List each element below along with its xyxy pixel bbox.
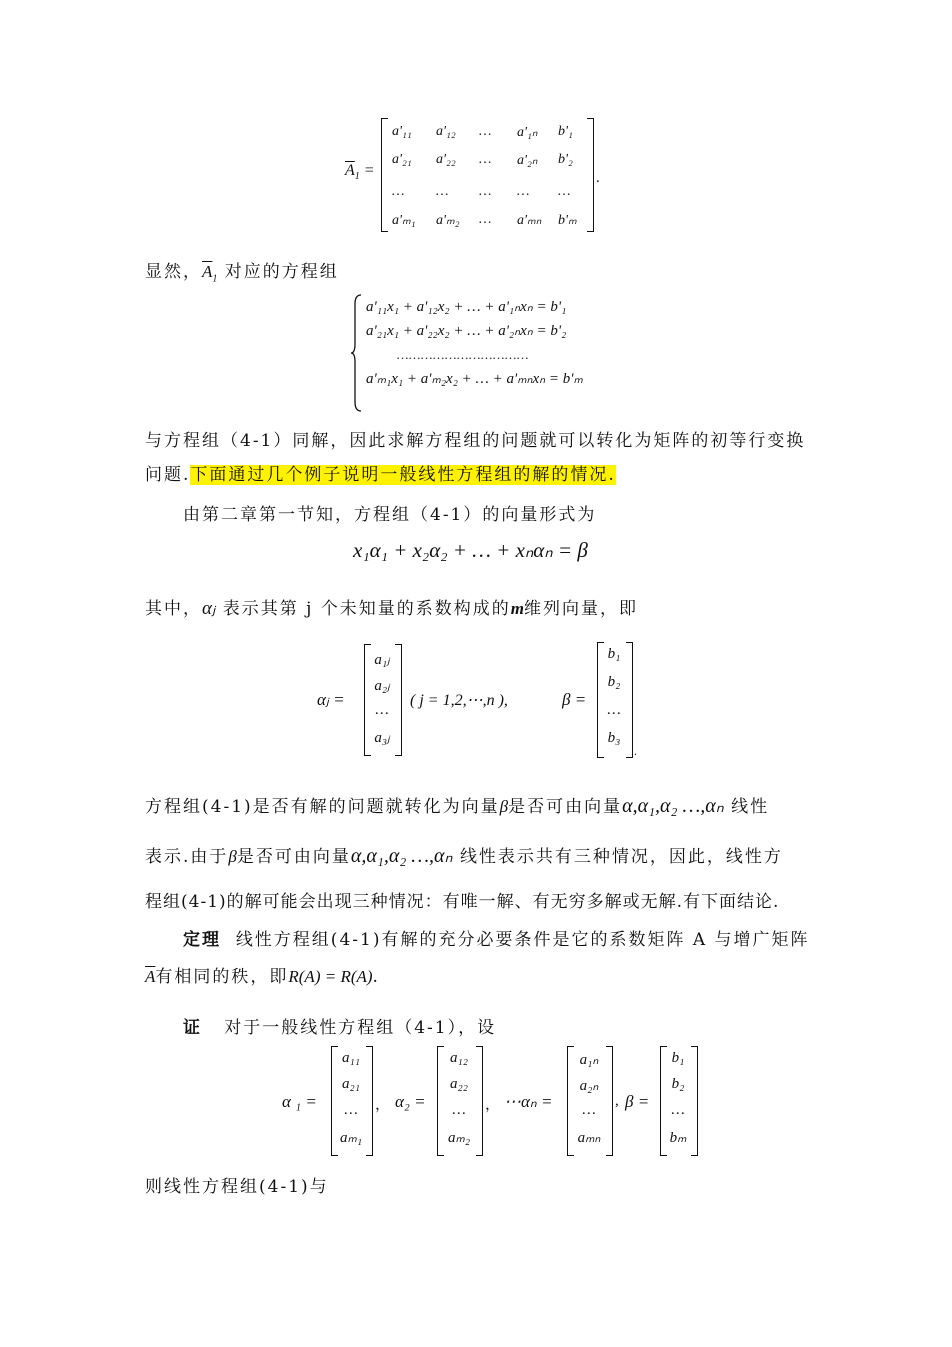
matrix-a1-lhs: $\overline{A}_1$ = (345, 162, 375, 183)
alphan-entry-4: aₘₙ (577, 1130, 601, 1146)
beta-entry-3: … (607, 702, 621, 718)
alphan-entry-3: … (582, 1102, 596, 1118)
alpha-j-range: ( j = 1,2,⋯,n ), (410, 692, 508, 709)
sep-3: , (615, 1093, 619, 1109)
sep-2: ， (485, 1095, 501, 1113)
theorem-line1: 定理 线性方程组(4-1)有解的充分必要条件是它的系数矩阵 A 与增广矩阵 (183, 930, 810, 950)
system-line-2: a'₂₁x₁ + a'₂₂x₂ + … + a'₂ₙxₙ = b'₂ (366, 323, 567, 339)
proof-line: 证 对于一般线性方程组（4-1），设 (183, 1018, 497, 1038)
matrix-a1-entry-r4-c2: a'ₘ₂ (436, 213, 460, 228)
matrix-a1-entry-r1-c3: … (479, 124, 492, 139)
beta-vector-lhs: β = (625, 1092, 650, 1111)
matrix-a1-entry-r3-c4: … (517, 184, 530, 199)
theorem-label: 定理 (183, 930, 221, 950)
para-alpha-j: 其中，αⱼ 表示其第 j 个未知量的系数构成的m维列向量，即 (145, 598, 639, 619)
para5-line3: 程组(4-1)的解可能会出现三种情况：有唯一解、有无穷多解或无解.有下面结论. (145, 892, 780, 912)
matrix-a1-entry-r2-c1: a'₂₁ (392, 152, 412, 167)
vector-equation: x₁α₁ + x₂α₂ + … + xₙαₙ = β (353, 538, 588, 562)
beta-vector-entry-4: bₘ (669, 1130, 687, 1146)
para-same-solution-line1: 与方程组（4-1）同解，因此求解方程组的问题就可以转化为矩阵的初等行变换 (145, 431, 806, 451)
alpha-j-entry-1: a₁ⱼ (374, 652, 390, 668)
alpha-j-entry-3: … (375, 702, 389, 718)
alpha1-entry-2: a₂₁ (342, 1076, 360, 1092)
para-same-solution-line2: 问题.下面通过几个例子说明一般线性方程组的解的情况. (145, 465, 616, 485)
matrix-a1-entry-r3-c1: … (392, 184, 405, 199)
alpha1-entry-1: a₁₁ (342, 1050, 360, 1066)
para-vector-form: 由第二章第一节知，方程组（4-1）的向量形式为 (183, 505, 597, 525)
beta-period: . (634, 744, 637, 758)
alpha1-entry-4: aₘ₁ (339, 1130, 363, 1146)
matrix-a1-entry-r4-c4: a'ₘₙ (517, 213, 542, 228)
alpha2-entry-4: aₘ₂ (447, 1130, 471, 1146)
system-line-dots: …………………………… (396, 347, 528, 362)
matrix-a1-entry-r4-c5: b'ₘ (558, 213, 577, 228)
system-line-m: a'ₘ₁x₁ + a'ₘ₂x₂ + … + a'ₘₙxₙ = b'ₘ (366, 371, 583, 387)
matrix-a1-entry-r2-c3: … (479, 152, 492, 167)
alpha2-entry-2: a₂₂ (450, 1076, 468, 1092)
theorem-line2: $\overline{A}$有相同的秩，即R(A) = R(A). (145, 967, 380, 987)
matrix-a1-entry-r1-c1: a'₁₁ (392, 124, 412, 139)
matrix-a1-entry-r2-c4: a'₂ₙ (517, 153, 538, 168)
sep-1: ， (375, 1095, 391, 1113)
beta-entry-2: b₂ (607, 674, 621, 690)
alpha1-lhs: α ₁ = (282, 1092, 317, 1111)
matrix-a1-entry-r2-c2: a'₂₂ (436, 152, 456, 167)
matrix-a1-entry-r4-c3: … (479, 212, 492, 227)
highlighted-sentence: 下面通过几个例子说明一般线性方程组的解的情况. (190, 465, 616, 485)
alphan-lhs: ⋯αₙ = (504, 1092, 553, 1111)
matrix-a1-entry-r4-c1: a'ₘ₁ (392, 213, 416, 228)
proof-label: 证 (183, 1018, 202, 1038)
matrix-a1-entry-r1-c5: b'₁ (558, 124, 573, 139)
para5-line1: 方程组(4-1)是否有解的问题就转化为向量β是否可由向量α,α₁,α₂ …,αₙ 线性 (145, 795, 770, 817)
para-obviously: 显然，$\overline{A}_1$ 对应的方程组 (145, 262, 339, 285)
system-brace (350, 294, 362, 412)
alphan-entry-2: a₂ₙ (579, 1078, 599, 1094)
alpha-j-lhs: αⱼ = (317, 690, 345, 709)
matrix-a1-entry-r3-c3: … (479, 184, 492, 199)
system-line-1: a'₁₁x₁ + a'₁₂x₂ + … + a'₁ₙxₙ = b'₁ (366, 299, 567, 315)
alpha2-entry-1: a₁₂ (450, 1050, 468, 1066)
alpha-j-entry-2: a₂ⱼ (374, 678, 390, 694)
alphan-entry-1: a₁ₙ (579, 1052, 599, 1068)
matrix-a1-entry-r1-c4: a'₁ₙ (517, 125, 538, 140)
beta-vector-entry-3: … (671, 1102, 685, 1118)
alpha-j-entry-4: a₃ⱼ (374, 730, 390, 746)
alpha2-lhs: α₂ = (395, 1092, 426, 1111)
alpha1-entry-3: … (344, 1102, 358, 1118)
alpha2-entry-3: … (452, 1102, 466, 1118)
beta-entry-4: b₃ (607, 730, 621, 746)
para5-line2: 表示.由于β是否可由向量α,α₁,α₂ …,αₙ 线性表示共有三种情况，因此，线性方 (145, 845, 783, 867)
beta-lhs: β = (562, 690, 587, 709)
matrix-a1-entry-r1-c2: a'₁₂ (436, 124, 456, 139)
matrix-a1-entry-r3-c5: … (558, 184, 571, 199)
beta-vector-entry-1: b₁ (671, 1050, 685, 1066)
system-lines (366, 295, 583, 391)
matrix-a1-period: . (596, 170, 600, 186)
last-line: 则线性方程组(4-1)与 (145, 1177, 329, 1197)
beta-entry-1: b₁ (607, 646, 621, 662)
beta-vector-entry-2: b₂ (671, 1076, 685, 1092)
matrix-a1-entry-r2-c5: b'₂ (558, 152, 573, 167)
matrix-a1-entry-r3-c2: … (436, 184, 449, 199)
